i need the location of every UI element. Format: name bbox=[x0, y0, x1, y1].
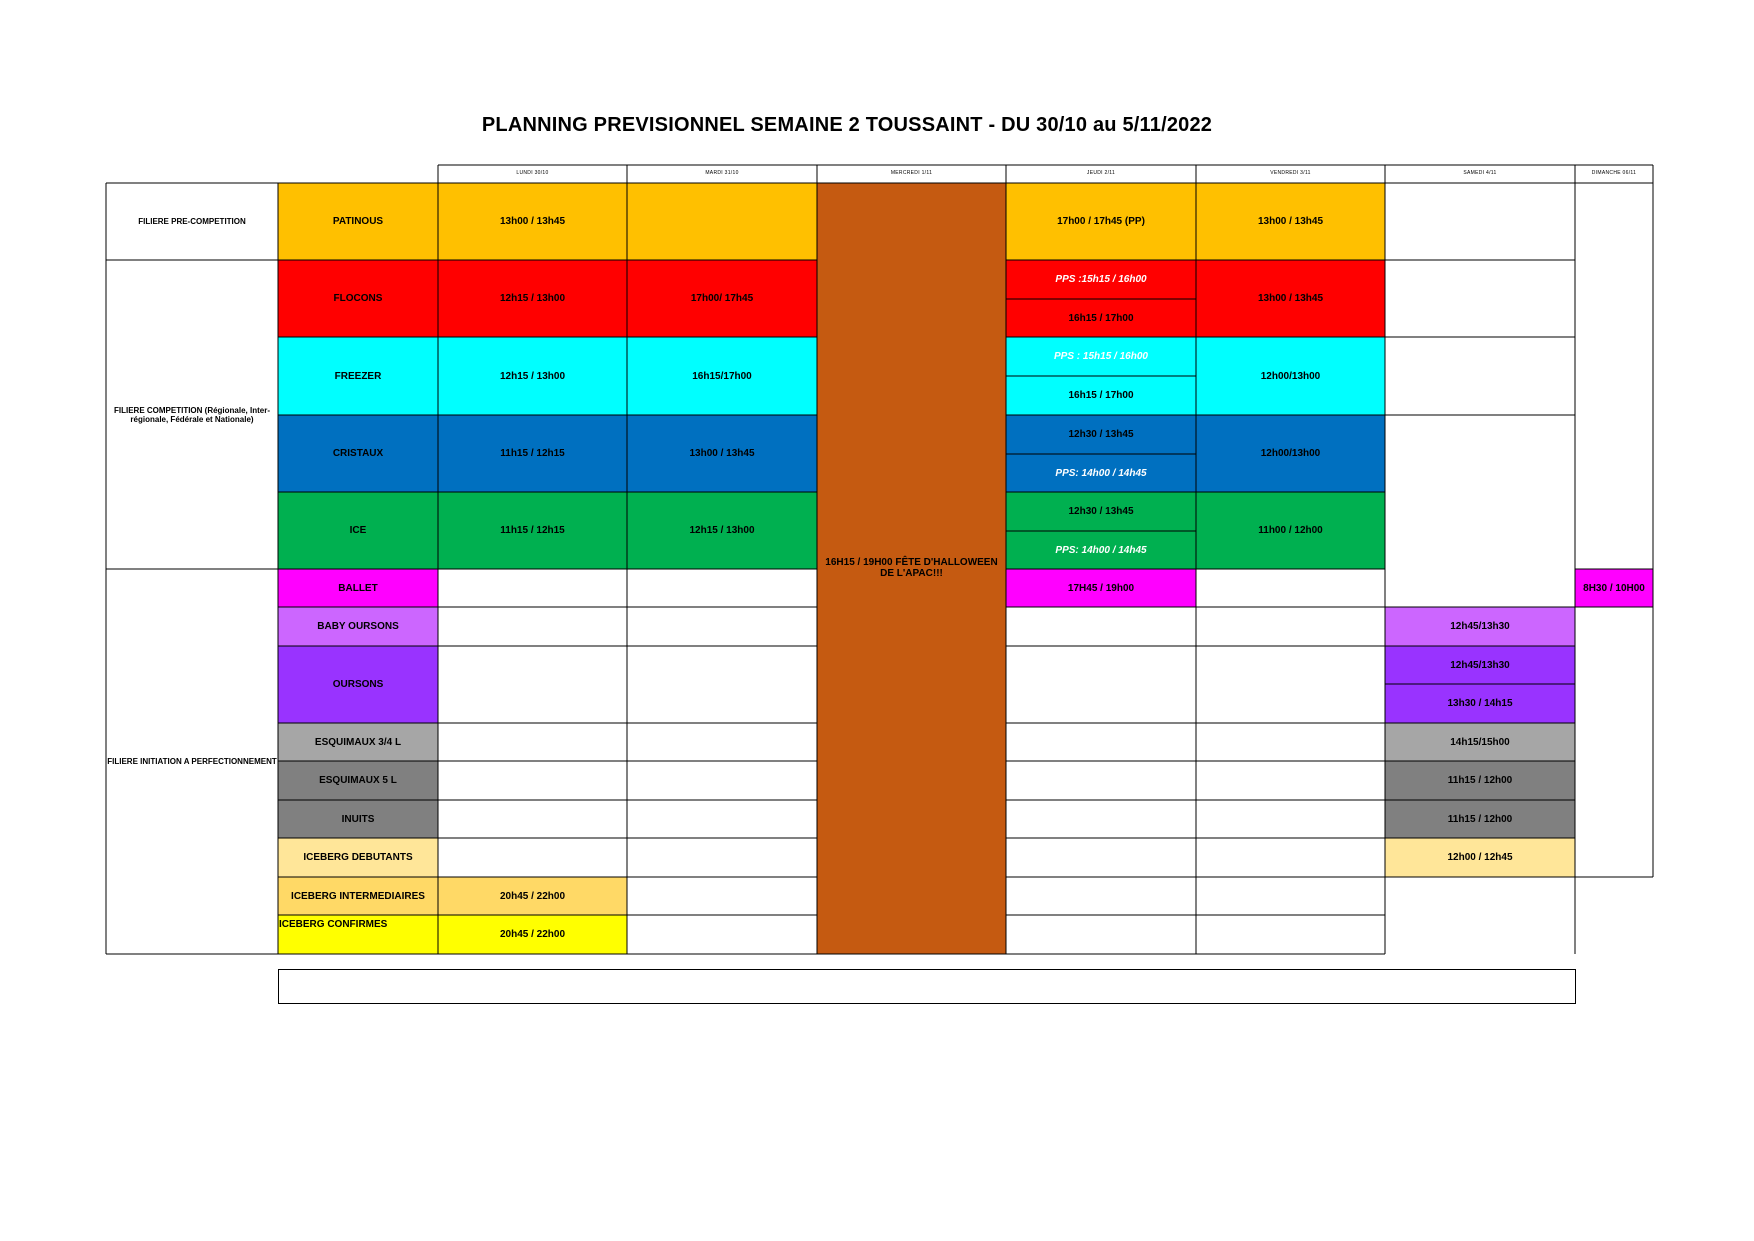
group-inuits: INUITS bbox=[278, 800, 438, 838]
group-iceberg-confirmes: ICEBERG CONFIRMES bbox=[278, 915, 438, 954]
group-iceberg-debutants: ICEBERG DEBUTANTS bbox=[278, 838, 438, 877]
group-iceberg-intermediaires: ICEBERG INTERMEDIAIRES bbox=[278, 877, 438, 915]
slot-cristaux-lundi: 11h15 / 12h15 bbox=[438, 415, 627, 492]
slot-flocons-lundi: 12h15 / 13h00 bbox=[438, 260, 627, 337]
day-header-mercredi: MERCREDI 1/11 bbox=[890, 170, 933, 176]
page-title: PLANNING PREVISIONNEL SEMAINE 2 TOUSSAINT - DU 30/10 au 5/11/2022 bbox=[481, 114, 1213, 136]
slot-ice-jeudi: 12h30 / 13h45 bbox=[1006, 492, 1196, 531]
slot-ice-jeudi-pps: PPS: 14h00 / 14h45 bbox=[1006, 531, 1196, 569]
day-header-vendredi: VENDREDI 3/11 bbox=[1270, 170, 1311, 176]
group-ballet: BALLET bbox=[278, 569, 438, 607]
group-freezer: FREEZER bbox=[278, 337, 438, 415]
slot-freezer-lundi: 12h15 / 13h00 bbox=[438, 337, 627, 415]
slot-cristaux-jeudi-pps: PPS: 14h00 / 14h45 bbox=[1006, 454, 1196, 492]
slot-cristaux-vendredi: 12h00/13h00 bbox=[1196, 415, 1385, 492]
slot-inuits-samedi: 11h15 / 12h00 bbox=[1385, 800, 1575, 838]
group-oursons: OURSONS bbox=[278, 646, 438, 723]
group-baby-oursons: BABY OURSONS bbox=[278, 607, 438, 646]
slot-esquimaux-5-samedi: 11h15 / 12h00 bbox=[1385, 761, 1575, 800]
slot-esquimaux-34-samedi: 14h15/15h00 bbox=[1385, 723, 1575, 761]
slot-flocons-jeudi-pps: PPS :15h15 / 16h00 bbox=[1006, 260, 1196, 299]
slot-flocons-vendredi: 13h00 / 13h45 bbox=[1196, 260, 1385, 337]
slot-flocons-mardi: 17h00/ 17h45 bbox=[627, 260, 817, 337]
slot-ice-vendredi: 11h00 / 12h00 bbox=[1196, 492, 1385, 569]
slot-cristaux-mardi: 13h00 / 13h45 bbox=[627, 415, 817, 492]
filiere-competition: FILIERE COMPETITION (Régionale, Inter-régionale, Fédérale et Nationale) bbox=[113, 405, 270, 424]
filiere-pre-competition: FILIERE PRE-COMPETITION bbox=[138, 217, 246, 226]
group-esquimaux-5: ESQUIMAUX 5 L bbox=[278, 761, 438, 800]
slot-cristaux-jeudi: 12h30 / 13h45 bbox=[1006, 415, 1196, 454]
group-patinous: PATINOUS bbox=[278, 183, 438, 260]
slot-patinous-lundi: 13h00 / 13h45 bbox=[438, 183, 627, 260]
slot-flocons-jeudi: 16h15 / 17h00 bbox=[1006, 299, 1196, 337]
day-header-lundi: LUNDI 30/10 bbox=[516, 170, 549, 176]
slot-patinous-jeudi: 17h00 / 17h45 (PP) bbox=[1006, 183, 1196, 260]
slot-freezer-jeudi: 16h15 / 17h00 bbox=[1006, 376, 1196, 415]
note-box bbox=[278, 969, 1578, 1003]
slot-patinous-vendredi: 13h00 / 13h45 bbox=[1196, 183, 1385, 260]
slot-iceberg-debutants-samedi: 12h00 / 12h45 bbox=[1385, 838, 1575, 877]
slot-freezer-vendredi: 12h00/13h00 bbox=[1196, 337, 1385, 415]
group-cristaux: CRISTAUX bbox=[278, 415, 438, 492]
day-header-samedi: SAMEDI 4/11 bbox=[1463, 170, 1497, 176]
filiere-initiation: FILIERE INITIATION A PERFECTIONNEMENT bbox=[107, 757, 277, 766]
slot-ballet-dimanche: 8H30 / 10H00 bbox=[1575, 569, 1653, 607]
day-header-jeudi: JEUDI 2/11 bbox=[1086, 170, 1116, 176]
slot-ice-mardi: 12h15 / 13h00 bbox=[627, 492, 817, 569]
day-header-dimanche: DIMANCHE 06/11 bbox=[1591, 170, 1637, 176]
slot-halloween-mercredi: 16H15 / 19H00 FÊTE D'HALLOWEEN DE L'APAC!!! bbox=[825, 557, 998, 579]
slot-oursons-samedi-2: 13h30 / 14h15 bbox=[1385, 684, 1575, 723]
slot-iceberg-intermediaires-lundi: 20h45 / 22h00 bbox=[438, 877, 627, 915]
slot-freezer-jeudi-pps: PPS : 15h15 / 16h00 bbox=[1006, 337, 1196, 376]
slot-baby-oursons-samedi: 12h45/13h30 bbox=[1385, 607, 1575, 646]
slot-ice-lundi: 11h15 / 12h15 bbox=[438, 492, 627, 569]
slot-oursons-samedi-1: 12h45/13h30 bbox=[1385, 646, 1575, 684]
slot-ballet-jeudi: 17H45 / 19h00 bbox=[1006, 569, 1196, 607]
group-flocons: FLOCONS bbox=[278, 260, 438, 337]
group-esquimaux-34: ESQUIMAUX 3/4 L bbox=[278, 723, 438, 761]
slot-freezer-mardi: 16h15/17h00 bbox=[627, 337, 817, 415]
group-ice: ICE bbox=[278, 492, 438, 569]
slot-iceberg-confirmes-lundi: 20h45 / 22h00 bbox=[438, 915, 627, 954]
day-header-mardi: MARDI 31/10 bbox=[705, 170, 739, 176]
